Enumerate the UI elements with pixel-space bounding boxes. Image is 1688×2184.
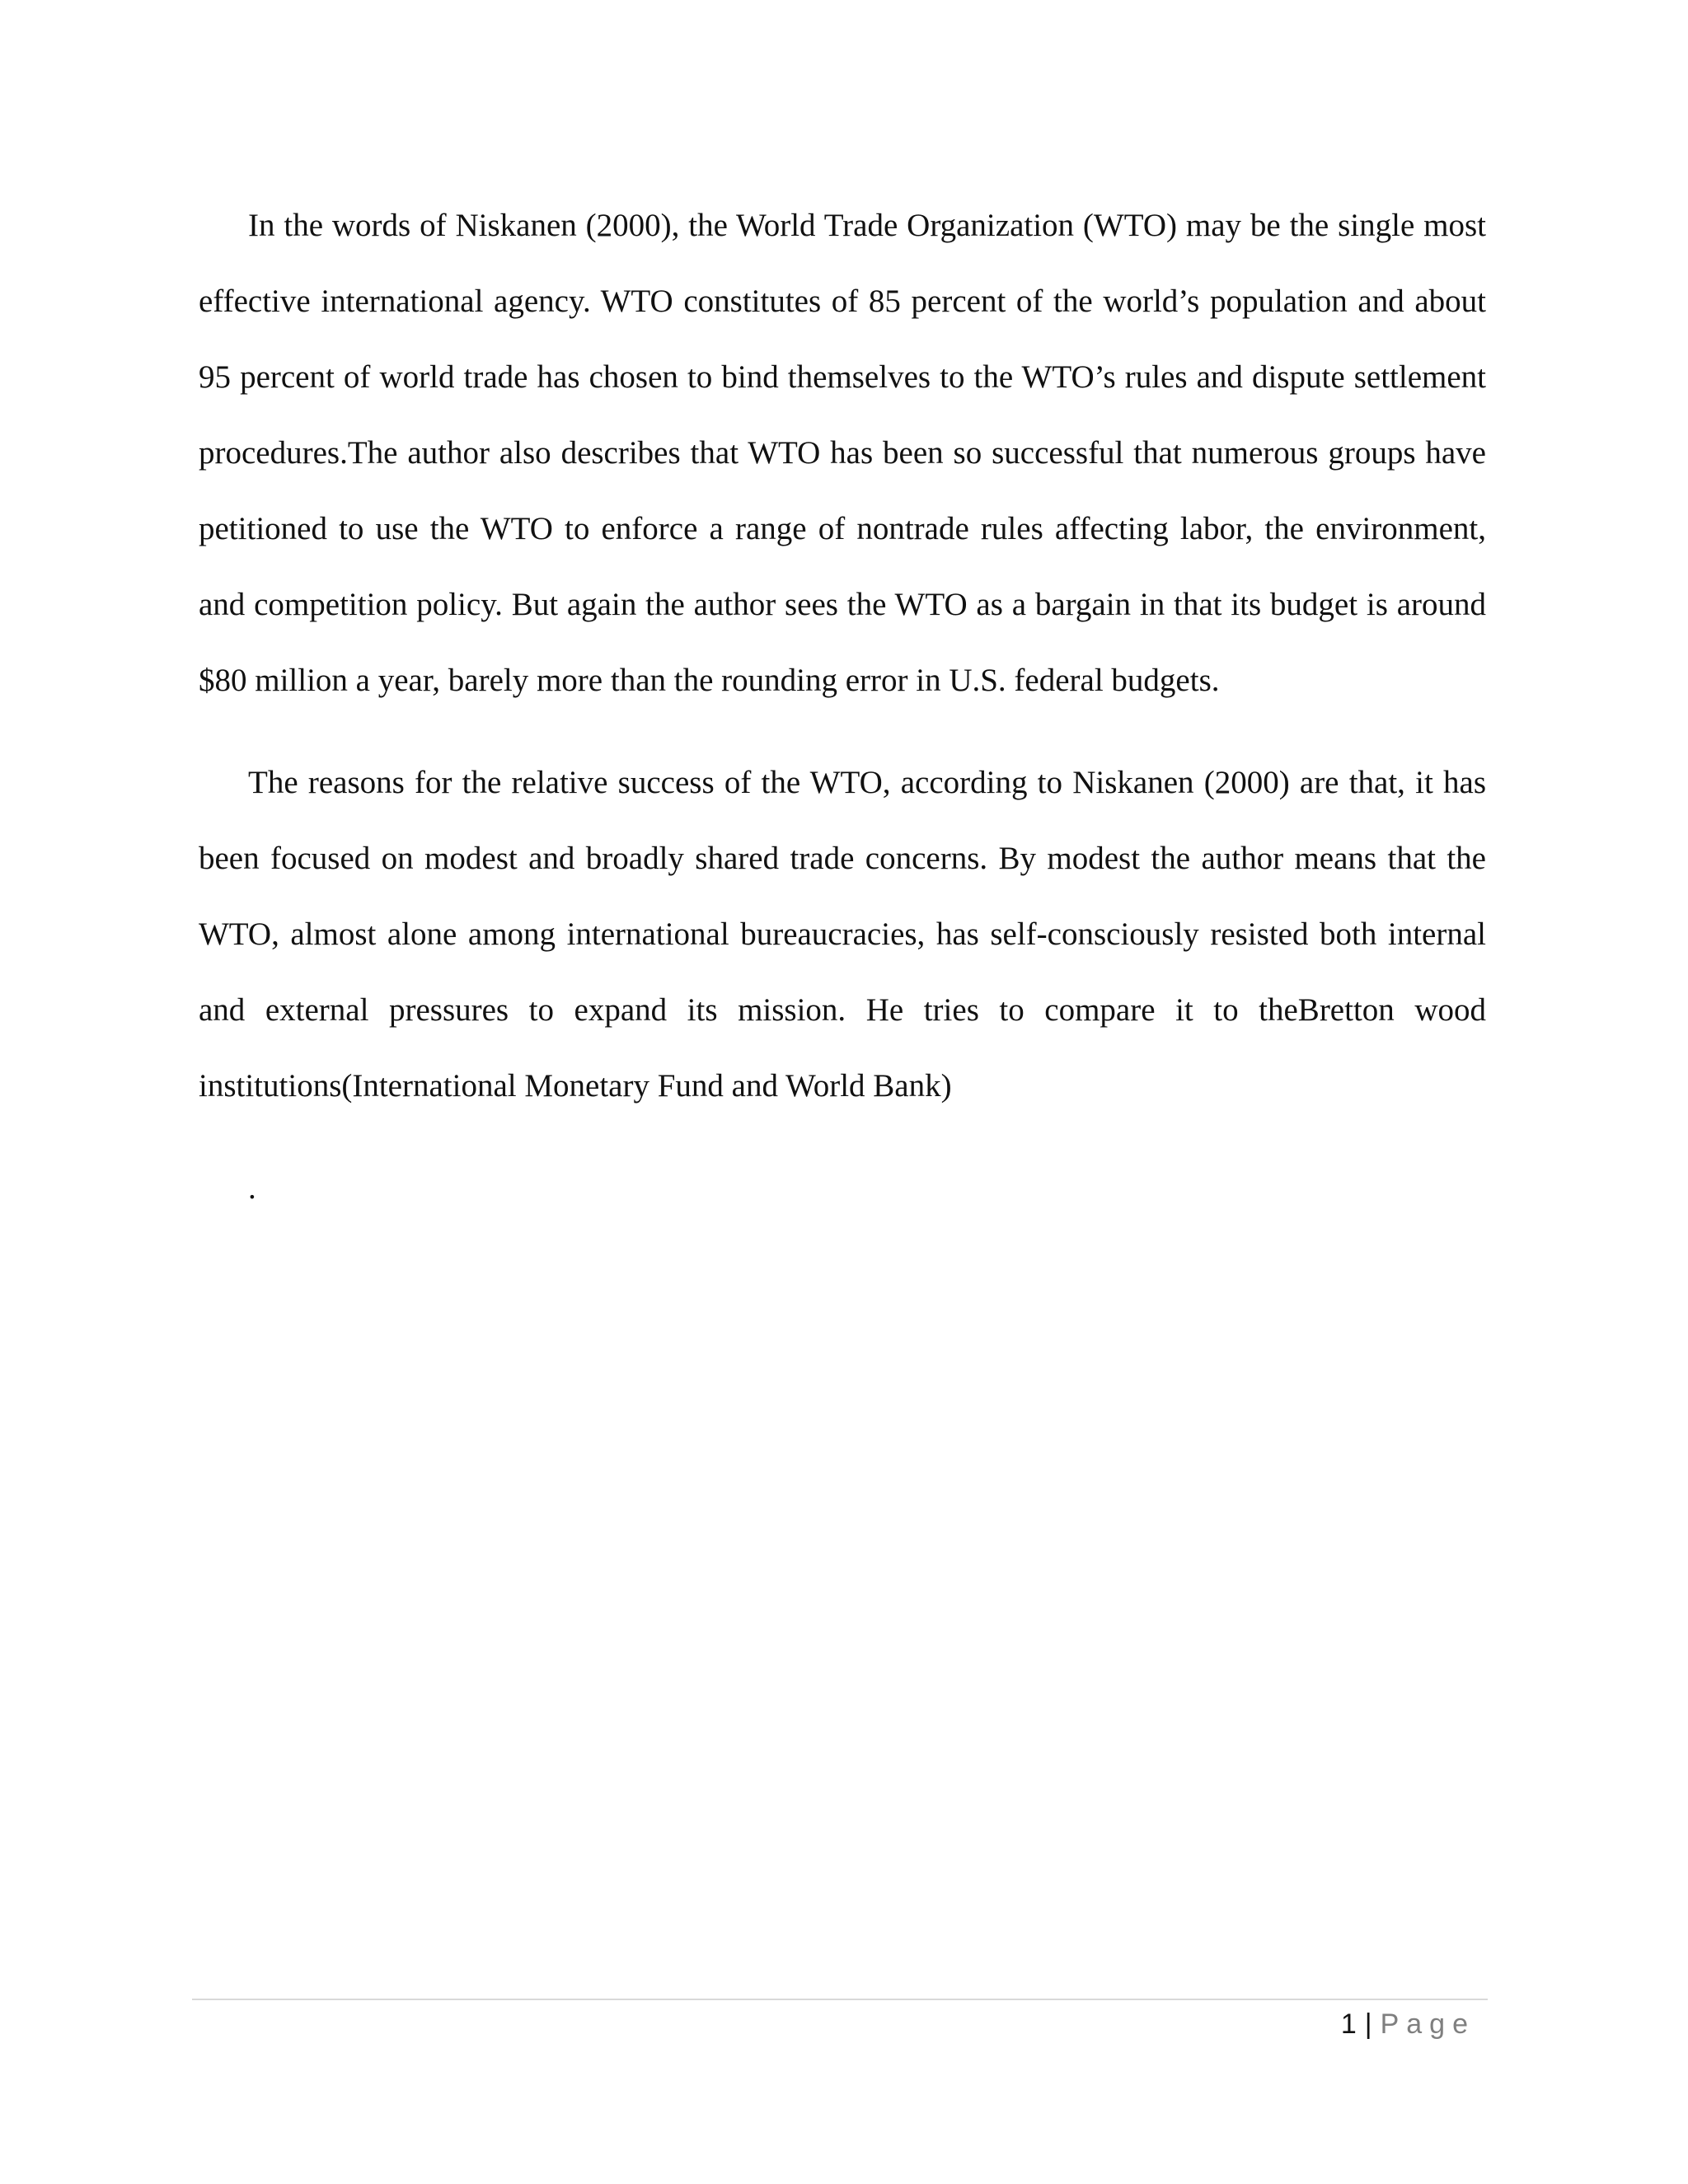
- document-body: [199, 188, 1486, 1226]
- page-label: Page: [1380, 2008, 1475, 2040]
- page-footer: [1341, 2006, 1475, 2042]
- paragraph-1: In the words of Niskanen (2000), the World Trade Organization (WTO) may be the single most effective international agency. WTO constitutes of 85 percent of the world’s population and about 95 percent of world trade has chosen to bind themselves to the WTO’s rules and dispute settlement procedures.The author also describes that WTO has been so successful that numerous groups have petitioned to use the WTO to enforce a range of nontrade rules affecting labor, the environment, and competition policy. But again the author sees the WTO as a bargain in that its budget is around $80 million a year, barely more than the rounding error in U.S. federal budgets.: [199, 208, 1486, 698]
- trailing-period: .: [248, 1170, 256, 1206]
- footer-divider: [192, 1999, 1488, 2000]
- page-number: 1: [1340, 2008, 1357, 2040]
- paragraph-2: The reasons for the relative success of the WTO, according to Niskanen (2000) are that, it has been focused on modest and broadly shared trade concerns. By modest the author means that the WTO, almost alone among international bureaucracies, has self-consciously resisted both internal and external pressures to expand its mission. He tries to compare it to theBretton wood institutions(International Monetary Fund and World Bank): [199, 765, 1486, 1104]
- footer-separator: |: [1364, 2008, 1372, 2040]
